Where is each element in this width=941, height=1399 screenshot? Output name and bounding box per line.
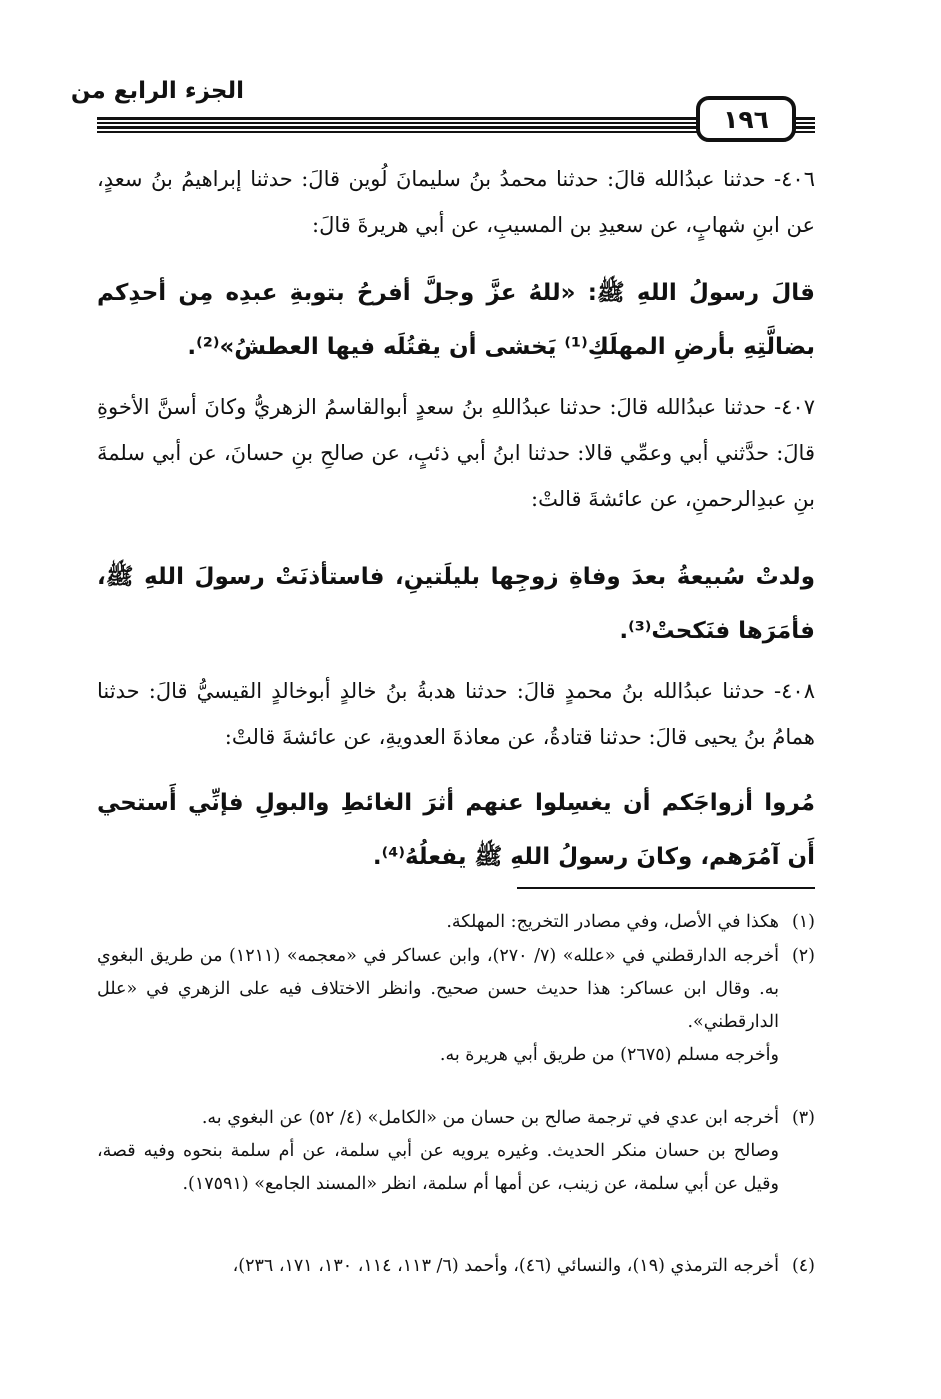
footnote-text-extra: وأخرجه مسلم (٢٦٧٥) من طريق أبي هريرة به. — [439, 1045, 779, 1065]
footnote-text: أخرجه ابن عدي في ترجمة صالح بن حسان من «الكامل» (٤/ ٥٢) عن البغوي به. — [201, 1108, 779, 1128]
footnote-number: (١) — [791, 912, 815, 932]
hadith-407-isnad: ٤٠٧- حدثنا عبدُالله قالَ: حدثنا عبدُاللهِ بنُ سعدٍ أبوالقاسمُ الزهريُّ وكانَ أسنَّ الأخوةِ قالَ: حدَّثني أبي وعمِّي قالا: حدثنا ابنُ أبي ذئبٍ، عن صالحِ بنِ حسانَ، عن أبي سلمةَ بنِ عبدِالرحمنِ، عن عائشةَ قالتْ: — [97, 395, 815, 511]
footnote-4 — [97, 1250, 815, 1283]
footnote-number: (٣) — [791, 1108, 815, 1128]
footnote-text-extra: وصالح بن حسان منكر الحديث. وغيره يرويه عن أبي سلمة، عن أم سلمة بنحوه وفيه قصة، وقيل عن أبي سلمة، عن زينب، عن أمها أم سلمة، انظر «المسند الجامع» (١٧٥٩١). — [97, 1141, 779, 1194]
footnote-text: أخرجه الترمذي (١٩)، والنسائي (٤٦)، وأحمد (٦/ ١١٣، ١١٤، ١٣٠، ١٧١، ٢٣٦)، — [232, 1256, 779, 1276]
footnote-text: هكذا في الأصل، وفي مصادر التخريج: المهلكة. — [446, 912, 779, 932]
hadith-408-matn: مُروا أزواجَكم أن يغسِلوا عنهم أثرَ الغائطِ والبولِ فإنِّي أَستحي أَن آمُرَهم، وكانَ رسولُ اللهِ ﷺ يفعلُهُ⁽⁴⁾. — [97, 790, 815, 870]
footnote-text: أخرجه الدارقطني في «علله» (٧/ ٢٧٠)، وابن عساكر في «معجمه» (١٢١١) من طريق البغوي به. وقال ابن عساكر: هذا حديث حسن صحيح. وانظر الاختلاف فيه على الزهري في «علل الدارقطني». — [97, 946, 779, 1032]
hadith-406-matn: قالَ رسولُ اللهِ ﷺ: «للهُ عزَّ وجلَّ أفرحُ بتوبةِ عبدِه مِن أحدِكم بضالَّتِهِ بأرضِ المهلَكِ⁽¹⁾ يَخشى أن يقتُلَه فيها العطشُ»⁽²⁾. — [97, 280, 815, 360]
footnote-separator — [517, 887, 815, 889]
hadith-407-matn: ولدتْ سُبيعةُ بعدَ وفاةِ زوجِها بليلَتينِ، فاستأذنَتْ رسولَ اللهِ ﷺ، فأمَرَها فنَكحتْ⁽³⁾. — [97, 564, 815, 644]
hadith-408-isnad: ٤٠٨- حدثنا عبدُالله بنُ محمدٍ قالَ: حدثنا هدبةُ بنُ خالدٍ أبوخالدٍ القيسيُّ قالَ: حدثنا همامُ بنُ يحيى قالَ: حدثنا قتادةُ، عن معاذةَ العدويةِ، عن عائشةَ قالتْ: — [97, 679, 815, 749]
footnote-1 — [97, 906, 815, 939]
page-number-box — [696, 96, 796, 142]
page-number: ١٩٦ — [723, 104, 769, 134]
footnote-number: (٤) — [791, 1256, 815, 1276]
hadith-406-isnad: ٤٠٦- حدثنا عبدُالله قالَ: حدثنا محمدُ بنُ سليمانَ لُوين قالَ: حدثنا إبراهيمُ بنُ سعدٍ، عن ابنِ شهابٍ، عن سعيدِ بن المسيبِ، عن أبي هريرةَ قالَ: — [97, 167, 815, 237]
footnote-3 — [97, 1102, 815, 1201]
footnote-2 — [97, 940, 815, 1072]
footnote-number: (٢) — [791, 946, 815, 966]
running-header-title: الجزء الرابع من — [70, 78, 244, 104]
